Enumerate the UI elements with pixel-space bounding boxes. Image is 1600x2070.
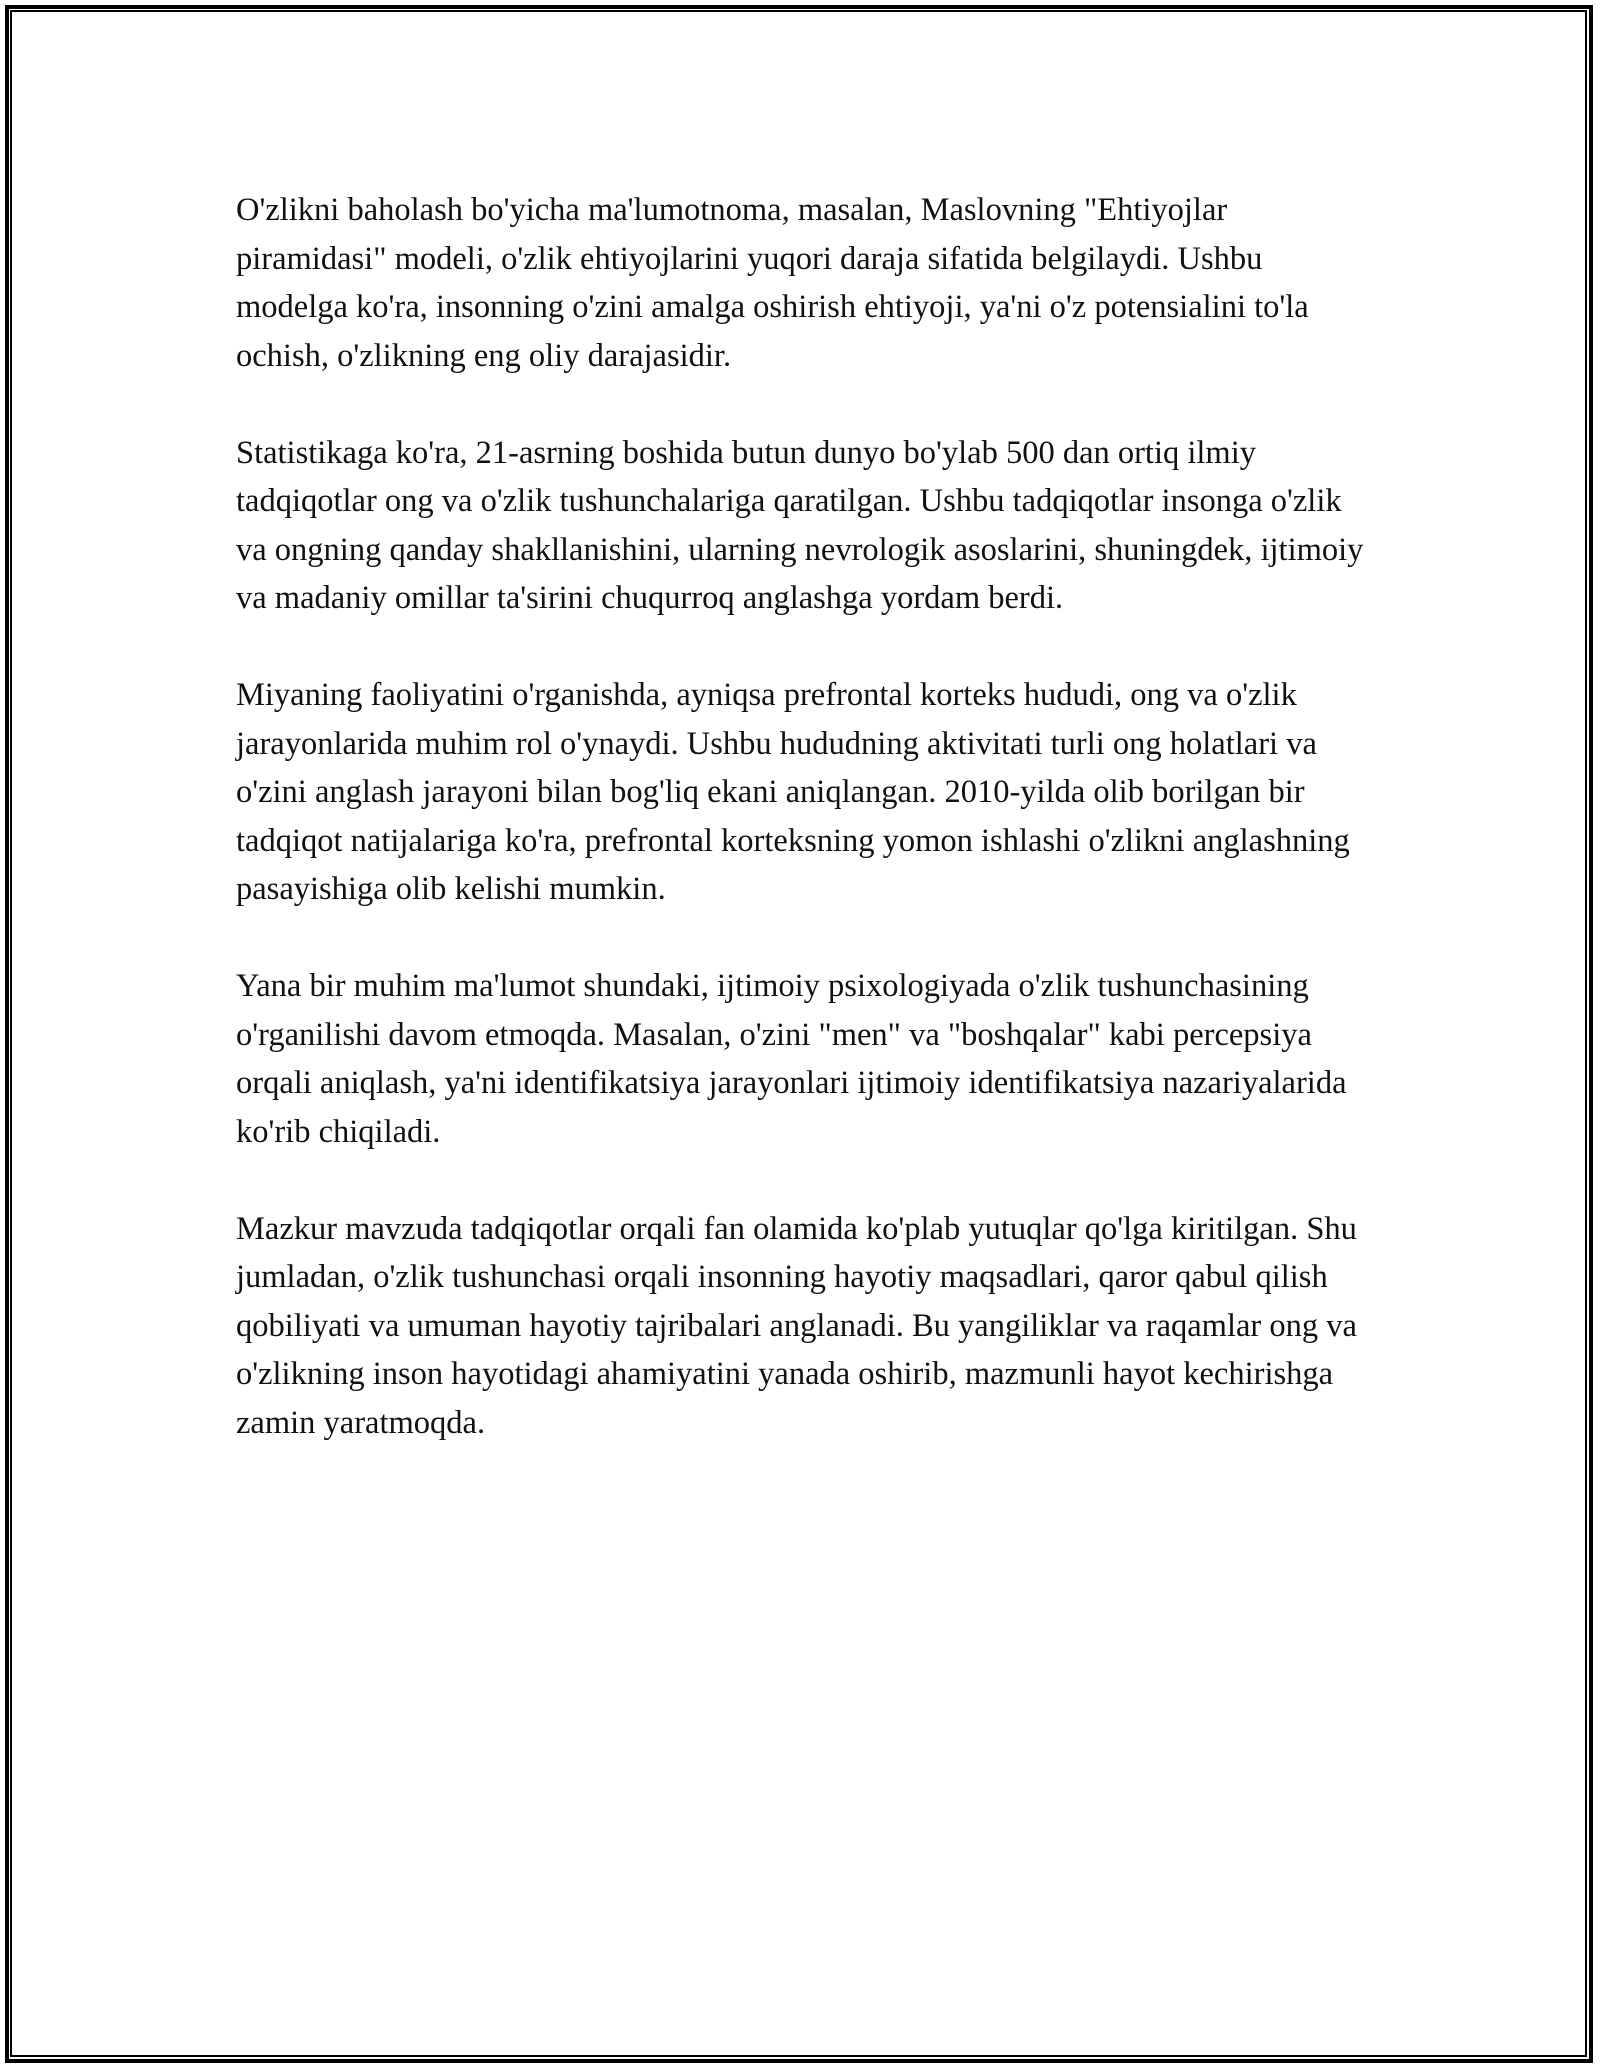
- paragraph-conclusion: Mazkur mavzuda tadqiqotlar orqali fan olamida ko'plab yutuqlar qo'lga kiritilgan. Shu jumladan, o'zlik tushunchasi orqali insonning hayotiy maqsadlari, qaror qabul qilish qobiliyati va umuman hayotiy tajribalari anglanadi. Bu yangiliklar va raqamlar ong va o'zlikning inson hayotidagi ahamiyatini yanada oshirib, mazmunli hayot kechirishga zamin yaratmoqda.: [236, 1210, 1357, 1441]
- paragraph-maslow-pyramid: O'zlikni baholash bo'yicha ma'lumotnoma, masalan, Maslovning "Ehtiyojlar piramidasi" modeli, o'zlik ehtiyojlarini yuqori daraja sifatida belgilaydi. Ushbu modelga ko'ra, insonning o'zini amalga oshirish ehtiyoji, ya'ni o'z potensialini to'la ochish, o'zlikning eng oliy darajasidir.: [236, 192, 1309, 374]
- document-body: [236, 186, 1366, 1447]
- paragraph-prefrontal-cortex: Miyaning faoliyatini o'rganishda, ayniqsa prefrontal korteks hududi, ong va o'zlik jarayonlarida muhim rol o'ynaydi. Ushbu hududning aktivitati turli ong holatlari va o'zini anglash jarayoni bilan bog'liq ekani aniqlangan. 2010-yilda olib borilgan bir tadqiqot natijalariga ko'ra, prefrontal korteksning yomon ishlashi o'zlikni anglashning pasayishiga olib kelishi mumkin.: [236, 677, 1350, 907]
- paragraph-statistics: Statistikaga ko'ra, 21-asrning boshida butun dunyo bo'ylab 500 dan ortiq ilmiy tadqiqotlar ong va o'zlik tushunchalariga qaratilgan. Ushbu tadqiqotlar insonga o'zlik va ongning qanday shakllanishini, ularning nevrologik asoslarini, shuningdek, ijtimoiy va madaniy omillar ta'sirini chuqurroq anglashga yordam berdi.: [236, 434, 1364, 616]
- paragraph-social-psychology: Yana bir muhim ma'lumot shundaki, ijtimoiy psixologiyada o'zlik tushunchasining o'rganilishi davom etmoqda. Masalan, o'zini "men" va "boshqalar" kabi percepsiya orqali aniqlash, ya'ni identifikatsiya jarayonlari ijtimoiy identifikatsiya nazariyalarida ko'rib chiqiladi.: [236, 968, 1347, 1150]
